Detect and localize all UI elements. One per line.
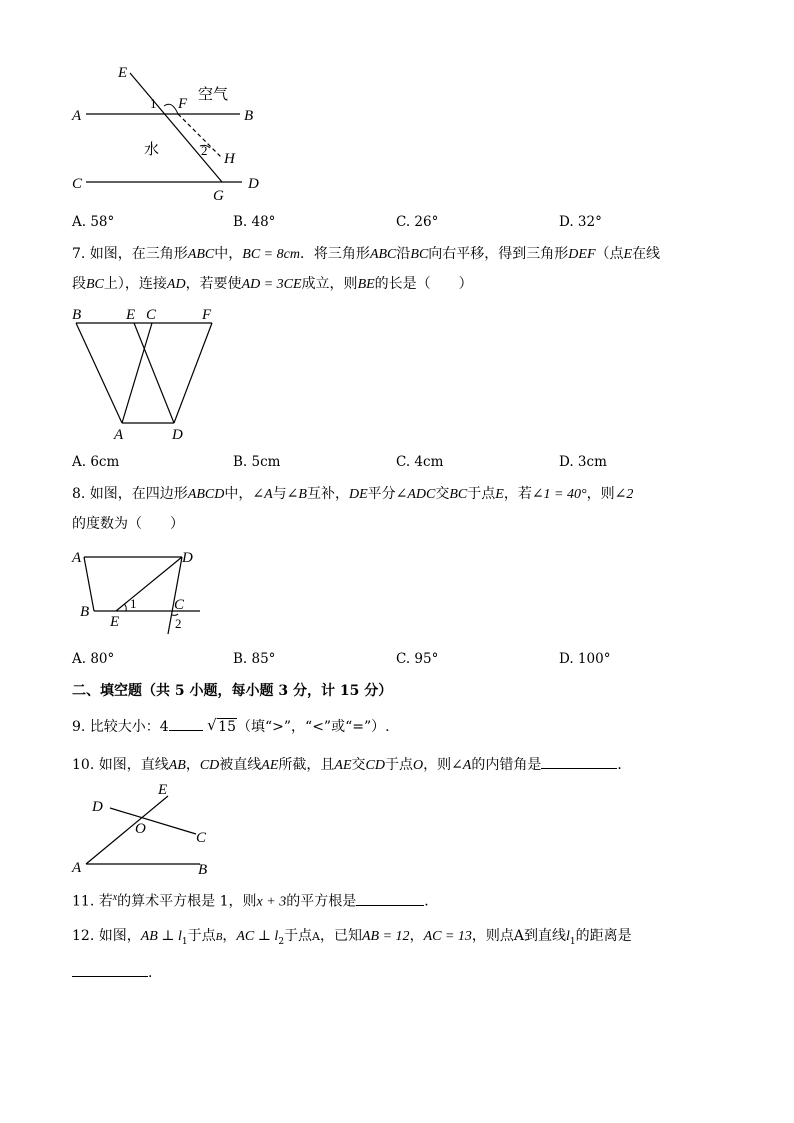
q8-option-a: A. 80° bbox=[72, 651, 115, 667]
q6-option-c: C. 26° bbox=[396, 214, 439, 230]
q8-option-d: D. 100° bbox=[559, 651, 611, 667]
q7-label-E: E bbox=[126, 307, 136, 323]
q7-figure bbox=[64, 302, 234, 442]
q8-label-B: B bbox=[80, 604, 90, 620]
q7-label-A: A bbox=[114, 427, 124, 442]
q8-stem-line2: 的度数为（ ） bbox=[72, 516, 184, 532]
q6-option-b: B. 48° bbox=[233, 214, 276, 230]
q7-label-B: B bbox=[72, 307, 82, 323]
q12-stem-line2: . bbox=[72, 962, 152, 983]
q6-label-E: E bbox=[118, 65, 128, 81]
q7-label-D: D bbox=[172, 427, 183, 442]
q10-label-D: D bbox=[92, 799, 103, 815]
q6-option-a: A. 58° bbox=[72, 214, 115, 230]
q8-label-D: D bbox=[182, 550, 193, 566]
q8-option-c: C. 95° bbox=[396, 651, 439, 667]
q8-angle-1: 1 bbox=[130, 596, 137, 611]
q8-angle-2: 2 bbox=[175, 616, 182, 631]
q11-stem: 11. 若$^x$的算术平方根是 1，则x + 3的平方根是 . bbox=[72, 892, 429, 910]
q6-label-B: B bbox=[244, 108, 254, 124]
q7-stem-line2: 段BC上），连接AD，若要使AD = 3CE成立，则BE的长是（ ） bbox=[72, 276, 473, 292]
q9-stem: 9. 比较大小：4 √ 15（填“>”，“<”或“=”）. bbox=[72, 716, 390, 735]
q8-label-A: A bbox=[72, 550, 82, 566]
q10-label-E: E bbox=[158, 782, 168, 798]
q10-label-A: A bbox=[72, 860, 82, 876]
q10-label-O: O bbox=[135, 821, 146, 837]
q9-sqrt-15: √ 15 bbox=[207, 716, 236, 735]
q6-label-D: D bbox=[248, 176, 259, 192]
q12-answer-blank[interactable] bbox=[72, 962, 148, 977]
q7-stem-line1: 7. 如图，在三角形ABC中，BC = 8cm．将三角形ABC沿BC向右平移，得到三角形DEF（点E在线 bbox=[72, 246, 661, 262]
q6-label-F: F bbox=[178, 96, 188, 112]
q11-answer-blank[interactable] bbox=[356, 891, 424, 906]
q10-stem: 10. 如图，直线AB，CD被直线AE所截，且AE交CD于点O，则∠A的内错角是 ． bbox=[72, 754, 631, 776]
q6-label-A: A bbox=[72, 108, 82, 124]
q6-label-water: 水 bbox=[144, 140, 160, 158]
q8-stem-line1: 8. 如图，在四边形ABCD中，∠A与∠B互补，DE平分∠ADC交BC于点E，若∠1 = 40°，则∠2 bbox=[72, 486, 634, 502]
q6-option-d: D. 32° bbox=[559, 214, 602, 230]
q12-stem-line1: 12. 如图，AB ⊥ $l_1$于点B，AC ⊥ $l_2$于点A，已知AB = 12，AC = 13，则点A到直线$l_1$的距离是 bbox=[72, 928, 632, 947]
q7-option-b: B. 5cm bbox=[233, 454, 281, 470]
q6-figure bbox=[60, 60, 280, 208]
q10-label-C: C bbox=[196, 830, 207, 846]
q6-label-H: H bbox=[224, 151, 235, 167]
q7-label-C: C bbox=[146, 307, 157, 323]
q7-option-c: C. 4cm bbox=[396, 454, 444, 470]
q6-label-air: 空气 bbox=[198, 85, 229, 103]
q10-label-B: B bbox=[198, 862, 208, 878]
q9-answer-blank[interactable] bbox=[169, 716, 203, 731]
q6-label-G: G bbox=[213, 188, 224, 204]
q10-figure bbox=[64, 778, 224, 878]
q10-answer-blank[interactable] bbox=[541, 754, 617, 769]
q6-angle-2: 2 bbox=[201, 143, 208, 158]
q8-label-C: C bbox=[174, 597, 185, 613]
q6-label-C: C bbox=[72, 176, 83, 192]
q8-option-b: B. 85° bbox=[233, 651, 276, 667]
q8-figure bbox=[64, 544, 214, 636]
q7-option-a: A. 6cm bbox=[72, 454, 120, 470]
section-heading-fill-in: 二、填空题（共 5 小题，每小题 3 分，计 15 分） bbox=[72, 683, 393, 699]
q6-angle-1: 1 bbox=[150, 96, 157, 111]
q7-option-d: D. 3cm bbox=[559, 454, 607, 470]
q7-label-F: F bbox=[202, 307, 212, 323]
q8-label-E: E bbox=[110, 614, 120, 630]
